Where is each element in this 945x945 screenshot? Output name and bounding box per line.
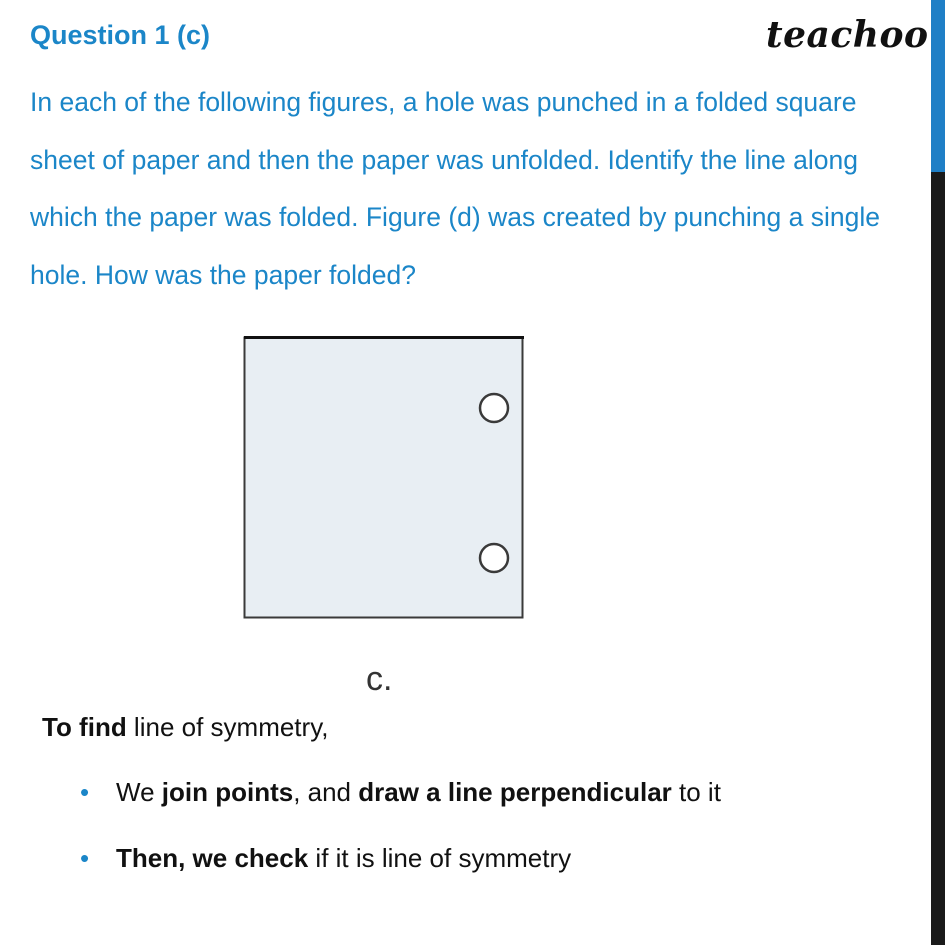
bullet-bold: Then, we check bbox=[116, 843, 309, 873]
question-title: Question 1 (c) bbox=[30, 20, 211, 50]
brand-logo: teachoo bbox=[766, 14, 929, 56]
paper-square bbox=[245, 338, 523, 618]
paper-figure bbox=[243, 336, 526, 619]
punched-hole-top bbox=[480, 394, 508, 422]
to-find-line bbox=[42, 712, 328, 743]
to-find-rest: line of symmetry, bbox=[126, 712, 329, 742]
question-text: In each of the following figures, a hole was punched in a folded square sheet of paper and then the paper was unfolded. Identify the line along which the paper was folded. Figure (d) was created by punching a single hole. How was the paper folded? bbox=[30, 87, 880, 290]
bullet-bold: join points bbox=[161, 777, 294, 807]
bullet-text: We bbox=[116, 777, 162, 807]
bullet-dot-icon: • bbox=[80, 843, 90, 873]
bullet-dot-icon: • bbox=[80, 777, 90, 807]
bullet-join-points bbox=[80, 777, 721, 808]
bullet-text: if it is line of symmetry bbox=[308, 843, 572, 873]
bullet-text: , and bbox=[293, 777, 359, 807]
bullet-check-symmetry bbox=[80, 843, 571, 874]
bullet-text: to it bbox=[671, 777, 721, 807]
bullet-bold: draw a line perpendicular bbox=[358, 777, 672, 807]
to-find-bold: To find bbox=[42, 712, 127, 742]
figure-label: c. bbox=[366, 660, 393, 698]
punched-hole-bottom bbox=[480, 544, 508, 572]
right-edge-accent bbox=[931, 0, 945, 172]
